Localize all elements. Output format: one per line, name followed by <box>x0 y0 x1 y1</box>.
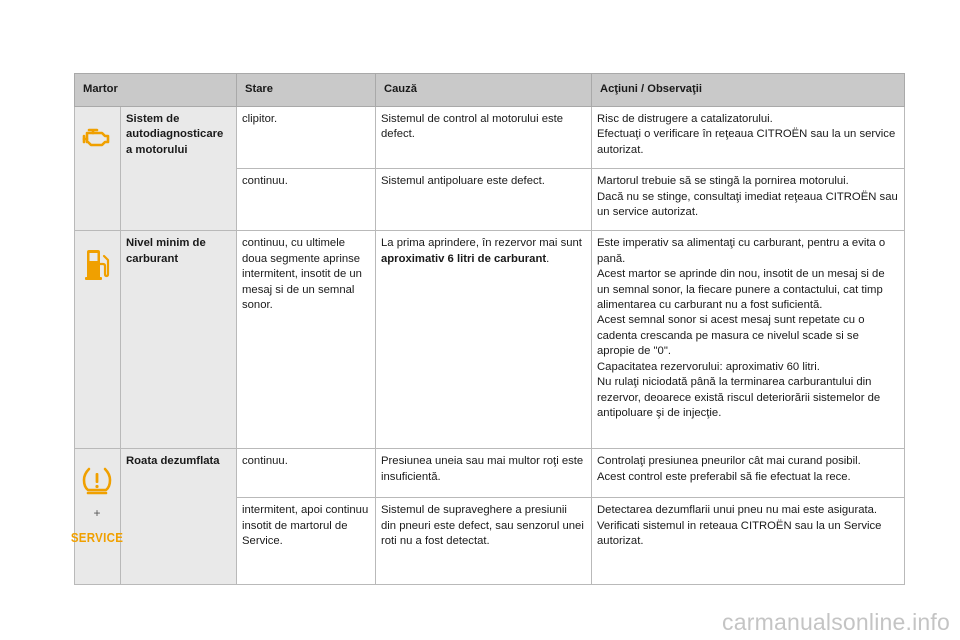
state-cell: clipitor. <box>237 107 376 169</box>
cause-cell: Presiunea uneia sau mai multor roţi este insuficientă. <box>376 449 592 498</box>
cause-bold-text: aproximativ 6 litri de carburant <box>381 252 547 265</box>
state-cell: continuu. <box>237 449 376 498</box>
table-row <box>75 449 905 498</box>
tyre-pressure-icon <box>82 466 112 496</box>
action-cell: Risc de distrugere a catalizatorului. Efectuaţi o verificare în reţeaua CITROËN sau la un service autorizat. <box>592 107 905 169</box>
state-cell: continuu, cu ultimele doua segmente aprinse intermitent, insotit de un mesaj si de un semnal sonor. <box>237 231 376 449</box>
action-cell: Martorul trebuie să se stingă la pornirea motorului. Dacă nu se stinge, consultaţi imediat reţeaua CITROËN sau un service autorizat. <box>592 169 905 231</box>
indicator-icon-cell <box>75 231 121 449</box>
engine-check-icon <box>82 125 112 149</box>
cause-text: La prima aprindere, în rezervor mai sunt <box>381 237 582 250</box>
warning-lights-table <box>70 73 905 585</box>
indicator-icon-cell <box>70 449 124 585</box>
footer-watermark: carmanualsonline.info <box>722 609 950 635</box>
cause-cell: Sistemul de control al motorului este defect. <box>376 107 592 169</box>
header-stare: Stare <box>237 74 376 107</box>
cause-text-end: . <box>546 252 550 265</box>
action-cell: Este imperativ sa alimentaţi cu carburant, pentru a evita o pană. Acest martor se aprinde din nou, insotit de un mesaj si de un semnal sonor, la fiecare punere a contactului, cat timp alimentarea cu carburant nu a fost suficientă. Acest semnal sonor si acest mesaj sunt repetate cu o cadenta crescanda pe masura ce nivelul scade si se apropie de "0". Capacitatea rezervorului: aproximativ 60 litri. Nu rulaţi niciodată până la terminarea carburantului din rezervor, deoarece există riscul deteriorării sistemelor de antipoluare şi de injecţie. <box>592 231 905 449</box>
state-cell: continuu. <box>237 169 376 231</box>
action-cell: Controlaţi presiunea pneurilor cât mai curand posibil. Acest control este preferabil să fie efectuat la rece. <box>592 449 905 498</box>
cause-cell <box>376 231 592 449</box>
header-martor: Martor <box>75 74 237 107</box>
table-header-row <box>75 74 905 107</box>
indicator-name: Roata dezumflata <box>121 449 237 585</box>
service-warning-icon: SERVICE <box>70 532 124 546</box>
fuel-pump-icon <box>84 249 110 281</box>
indicator-name: Nivel minim de carburant <box>121 231 237 449</box>
state-cell: intermitent, apoi continuu insotit de martorul de Service. <box>237 498 376 585</box>
indicator-name: Sistem de autodiagnosticare a motorului <box>121 107 237 231</box>
header-cauza: Cauză <box>376 74 592 107</box>
indicator-icon-cell <box>75 107 121 231</box>
plus-sign: + <box>93 506 101 521</box>
cause-cell: Sistemul de supraveghere a presiunii din pneuri este defect, sau senzorul unei roti nu a fost detectat. <box>376 498 592 585</box>
action-cell: Detectarea dezumflarii unui pneu nu mai este asigurata. Verificati sistemul in reteaua CITROËN sau la un Service autorizat. <box>592 498 905 585</box>
table-row <box>75 231 905 449</box>
table-row <box>75 107 905 169</box>
header-actiuni: Acţiuni / Observaţii <box>592 74 905 107</box>
cause-cell: Sistemul antipoluare este defect. <box>376 169 592 231</box>
